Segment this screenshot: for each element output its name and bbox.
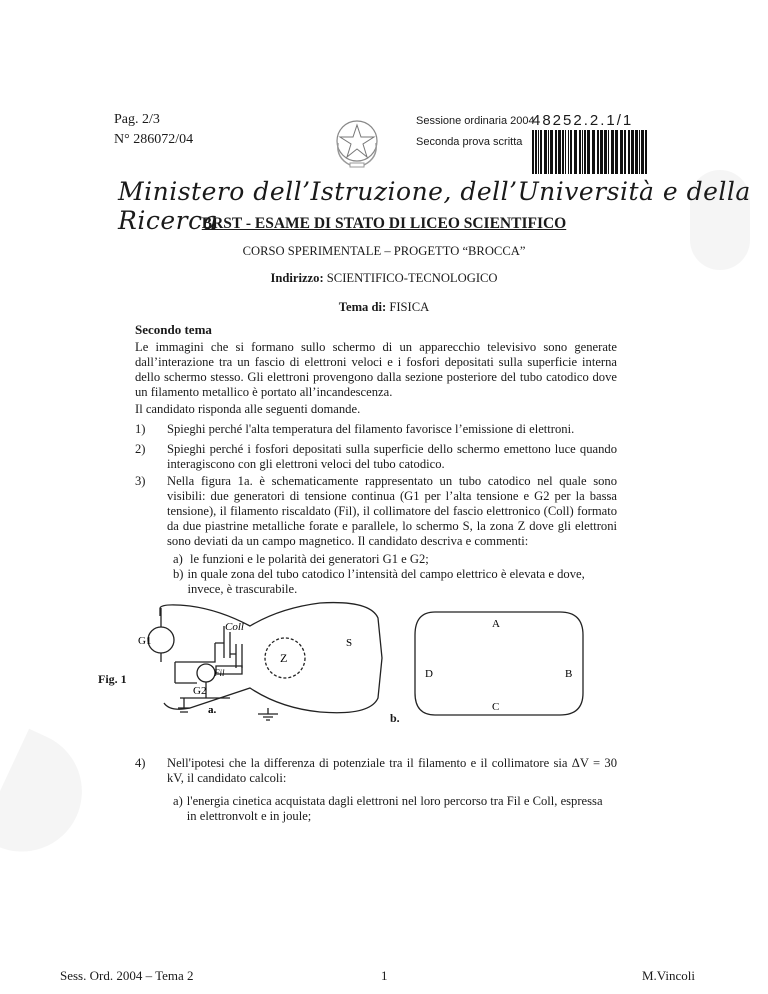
question-3b-text: in quale zona del tubo catodico l’intensità del campo elettrico è elevata e dove, invece, è trascurabile. [187, 567, 585, 596]
emblem-icon [330, 113, 384, 171]
footer-page-number: 1 [381, 968, 388, 983]
barcode-bar [584, 130, 586, 174]
figure-label-z: Z [280, 651, 288, 665]
barcode-bar [570, 130, 572, 174]
barcode-bar [555, 130, 557, 174]
barcode-bar [611, 130, 614, 174]
question-3a [173, 552, 613, 567]
barcode-bar [535, 130, 537, 174]
barcode-bar [615, 130, 618, 174]
barcode-bar [532, 130, 534, 174]
barcode-bar [565, 130, 566, 174]
barcode-bar [558, 130, 561, 174]
barcode-bar [600, 130, 603, 174]
barcode-bar [592, 130, 595, 174]
figure-label-g1: G1 [138, 635, 152, 647]
barcode-bar [540, 130, 542, 174]
question-4-text: Nell'ipotesi che la differenza di potenziale tra il filamento e il collimatore sia ΔV = 30 kV, il candidato calcoli: [167, 756, 617, 785]
section-title: Secondo tema [135, 322, 212, 337]
barcode-bar [639, 130, 640, 174]
barcode-bar [538, 130, 539, 174]
question-3a-label: a) [173, 552, 183, 566]
question-1-text: Spieghi perché l'alta temperatura del filamento favorisce l’emissione di elettroni. [167, 422, 575, 436]
tema-value: FISICA [389, 300, 430, 314]
figure-panel-b-label: b. [390, 711, 400, 725]
figure-label-side-b: B [565, 668, 573, 680]
barcode-bar [550, 130, 553, 174]
barcode-bar [562, 130, 564, 174]
figure-1b-screen [405, 607, 590, 722]
ministry-title: Ministero dell’Istruzione, dell’Università e della Ricerca [118, 177, 751, 235]
question-3a-text: le funzioni e le polarità dei generatori G1 e G2; [189, 552, 429, 566]
session-label: Sessione ordinaria 2004 [416, 115, 535, 127]
document-number: N° 286072/04 [114, 132, 194, 147]
scan-mark-left [0, 729, 102, 872]
barcode-bar [582, 130, 583, 174]
question-2-text: Spieghi perché i fosfori depositati sulla superficie dello schermo emettono luce quando interagiscono con gli elettroni veloci del tubo catodico. [167, 442, 617, 471]
figure-label-fil: Fil [214, 668, 225, 678]
footer-author: M.Vincoli [642, 968, 696, 983]
question-4a-text: l'energia cinetica acquistata dagli elettroni nel loro percorso tra Fil e Coll, espressa in elettronvolt e in joule; [186, 794, 603, 823]
barcode-bar [597, 130, 599, 174]
barcode-bar [635, 130, 638, 174]
figure-1a-cathode-tube [120, 598, 400, 728]
question-3-text: Nella figura 1a. è schematicamente rappresentato un tubo catodico nel quale sono visibili: due generatori di tensione continua (G1 per l’alta tensione e G2 per la bassa tensione), il filamento riscaldato (Fil), il collimatore del fascio elettronico (Coll) formato da due piastrine metalliche forate e parallele, lo schermo S, la zona Z dove gli elettroni sono deviati da un campo magnetico. Il candidato descriva e commenti: [167, 474, 617, 548]
barcode-bar [579, 130, 581, 174]
barcode-bar [574, 130, 577, 174]
figure-label-s: S [346, 637, 353, 649]
barcode-bar [620, 130, 623, 174]
figure-label-coll: Coll [225, 621, 244, 633]
question-3b [173, 567, 613, 597]
figure-caption: Fig. 1 [98, 672, 127, 686]
intro-paragraph: Le immagini che si formano sullo schermo di un apparecchio televisivo sono generate dall’interazione tra un fascio di elettroni veloci e i fosfori depositati sulla superficie interna dello schermo stesso. Gli elettroni provengono dalla sezione posteriore del tubo catodico dove un filamento metallico è portato all’incandescenza. [135, 340, 617, 399]
question-4a-label: a) [173, 794, 183, 808]
barcode-bar [608, 130, 609, 174]
exam-title: BRST - ESAME DI STATO DI LICEO SCIENTIFICO [201, 215, 567, 232]
question-3b-label: b) [173, 567, 184, 581]
address-label: Indirizzo: [270, 271, 324, 285]
figure-label-side-c: C [492, 701, 500, 713]
page-number: Pag. 2/3 [114, 112, 160, 127]
tema-line [0, 300, 768, 315]
figure-label-side-d: D [425, 668, 433, 680]
course-label: CORSO SPERIMENTALE – PROGETTO “BROCCA” [242, 244, 526, 258]
question-1-number: 1) [135, 422, 146, 436]
tema-label: Tema di: [338, 300, 387, 314]
figure-panel-a-label: a. [208, 704, 217, 716]
figure-label-g2: G2 [193, 685, 207, 697]
exam-code: 48252.2.1/1 [532, 112, 634, 129]
question-3-number: 3) [135, 474, 146, 488]
question-4-number: 4) [135, 756, 146, 770]
barcode-bar [548, 130, 549, 174]
barcode-bar [568, 130, 569, 174]
barcode-image [530, 130, 650, 174]
barcode-bar [628, 130, 630, 174]
exam-part-label: Seconda prova scritta [416, 136, 523, 148]
barcode-bar [544, 130, 547, 174]
footer-left: Sess. Ord. 2004 – Tema 2 [60, 968, 194, 983]
address-value: SCIENTIFICO-TECNOLOGICO [326, 271, 498, 285]
question-2-number: 2) [135, 442, 146, 456]
barcode-bar [624, 130, 626, 174]
question-4a [173, 794, 613, 824]
barcode-bar [604, 130, 607, 174]
barcode-bar [641, 130, 644, 174]
barcode-bar [587, 130, 590, 174]
address-line [0, 271, 768, 286]
instructions: Il candidato risponda alle seguenti domande. [135, 402, 361, 416]
figure-label-side-a: A [492, 618, 500, 630]
barcode-bar [631, 130, 634, 174]
barcode-bar [645, 130, 647, 174]
